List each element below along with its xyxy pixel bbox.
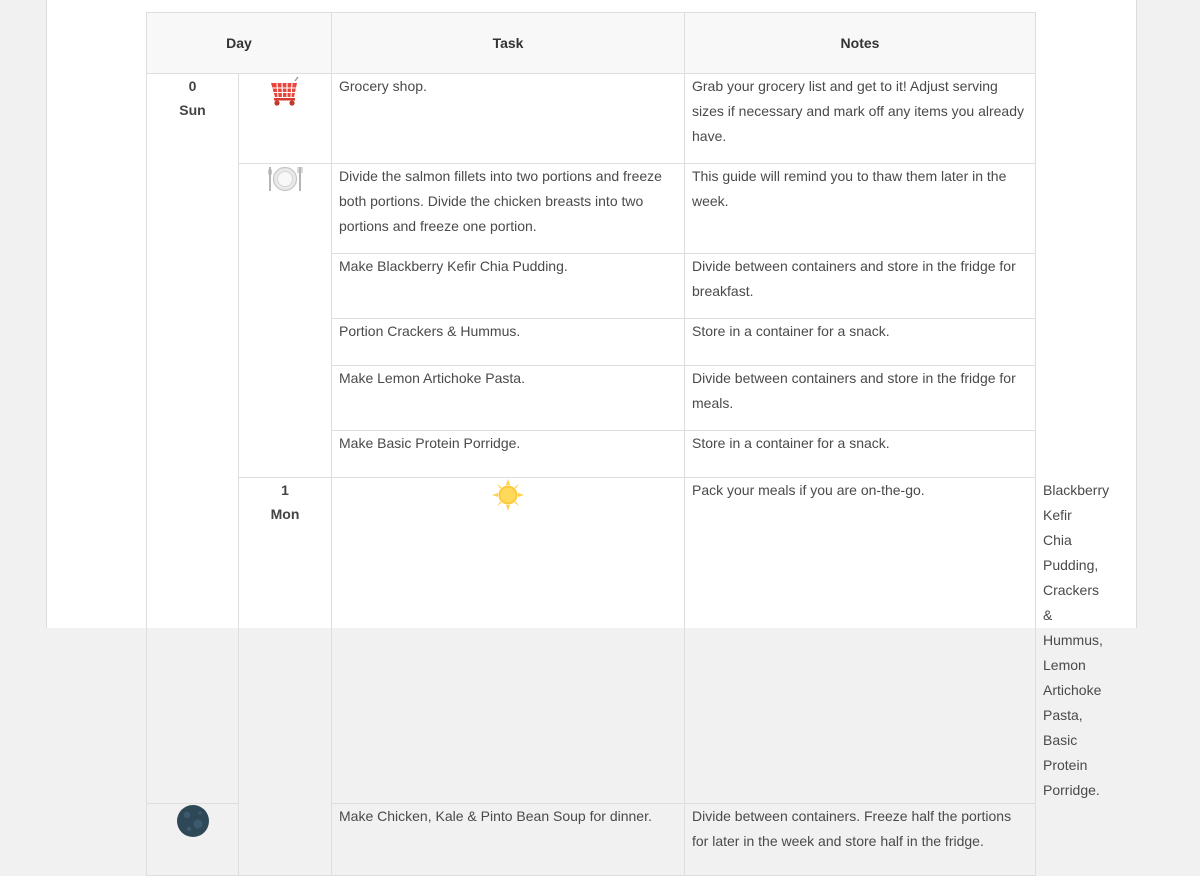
moon-icon [176,804,210,838]
meal-prep-schedule-table [146,12,1110,876]
day-cell-sun [147,74,239,804]
notes-cell: Grab your grocery list and get to it! Adjust serving sizes if necessary and mark off any items you already have. [685,74,1036,164]
day-cell-mon [239,478,332,876]
page-content [46,0,1137,849]
day-name: Mon [270,506,300,522]
day-number: 1 [281,482,289,498]
icon-cell [239,164,332,478]
task-cell: Make Lemon Artichoke Pasta. [332,366,685,431]
task-cell: Pack your meals if you are on-the-go. [685,478,1036,804]
day-name: Sun [179,102,206,118]
icon-cell [147,804,239,876]
icon-cell [239,74,332,164]
header-task: Task [332,13,685,74]
notes-cell: Store in a container for a snack. [685,431,1036,478]
shopping-cart-icon [268,74,302,108]
task-cell: Make Blackberry Kefir Chia Pudding. [332,254,685,319]
notes-cell: Divide between containers. Freeze half the portions for later in the week and store half in the fridge. [685,804,1036,876]
notes-cell: This guide will remind you to thaw them later in the week. [685,164,1036,254]
task-cell: Make Basic Protein Porridge. [332,431,685,478]
table-row: 1 Mon Pack your meals if you are on-the-go. Blackberry Kefir Chia Pudding, Crackers & Hummus, Lemon Artichoke Pasta, Basic Protein Porridge. [147,478,1036,804]
header-day: Day [147,13,332,74]
task-cell: Grocery shop. [332,74,685,164]
notes-cell: Divide between containers and store in the fridge for meals. [685,366,1036,431]
icon-cell [332,478,685,804]
sun-icon [491,478,525,512]
task-cell: Portion Crackers & Hummus. [332,319,685,366]
task-cell: Make Chicken, Kale & Pinto Bean Soup for dinner. [332,804,685,876]
table-row [147,74,1036,164]
notes-cell: Divide between containers and store in the fridge for breakfast. [685,254,1036,319]
notes-cell: Store in a container for a snack. [685,319,1036,366]
header-notes: Notes [685,13,1036,74]
day-number: 0 [188,78,197,94]
task-cell: Divide the salmon fillets into two portions and freeze both portions. Divide the chicken breasts into two portions and freeze one portion. [332,164,685,254]
table-header-row [147,13,1036,74]
table-row [147,164,1036,254]
plate-cutlery-icon [267,164,303,194]
